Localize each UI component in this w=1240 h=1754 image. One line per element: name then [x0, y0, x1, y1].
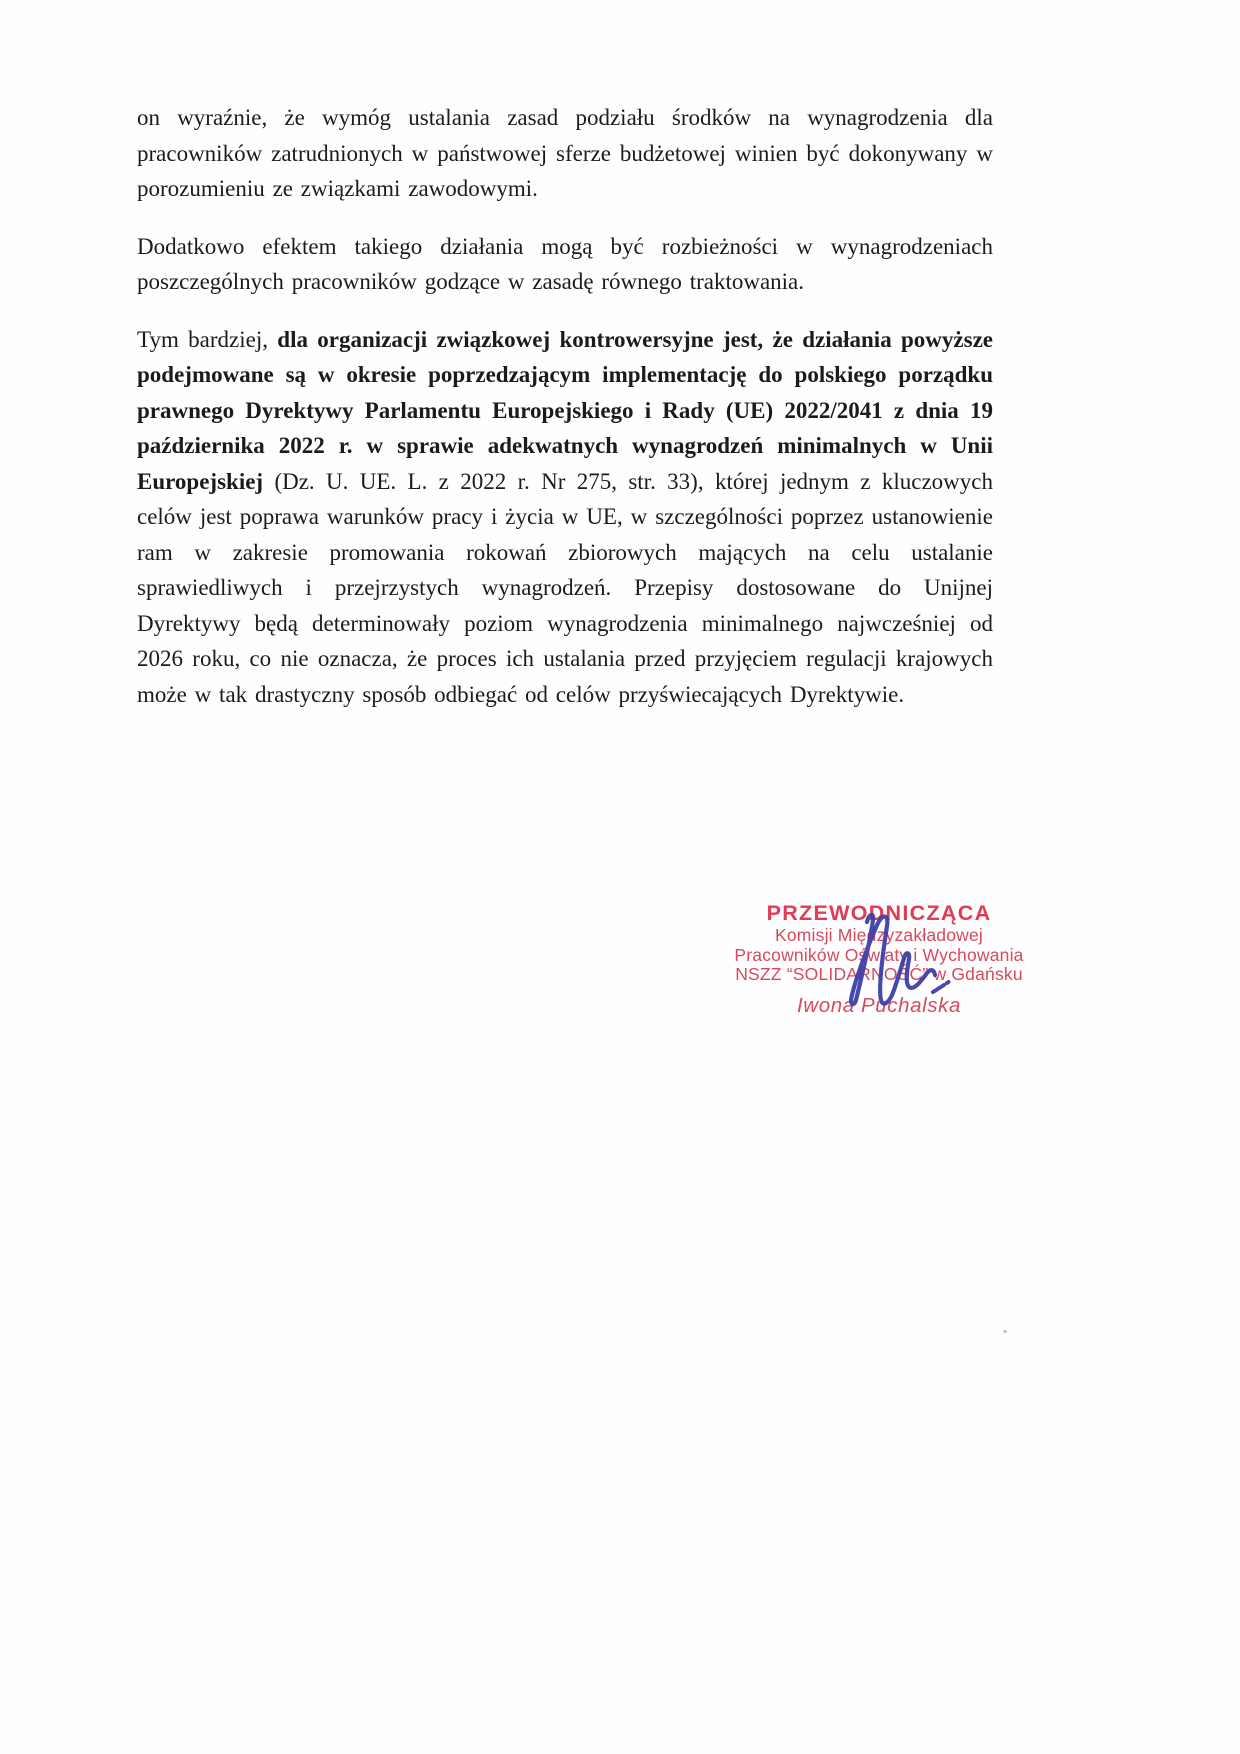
- stamp-union-line: NSZZ “SOLIDARNOŚĆ” w Gdańsku: [735, 964, 1023, 985]
- signature-flourish-dash: [933, 985, 944, 992]
- paragraph-2: Dodatkowo efektem takiego działania mogą być rozbieżności w wynagrodzeniach poszczególnych pracowników godzące w zasadę równego traktowania.: [137, 233, 993, 294]
- paragraph-3-bold: dla organizacji związkowej kontrowersyjne jest, że działania powyższe podejmowane są w okresie poprzedzającym implementację do polskiego porządku prawnego Dyrektywy Parlamentu Europejskiego i Rady (UE) 2022/2041 z dnia 19 października 2022 r. w sprawie adekwatnych wynagrodzeń minimalnych w Unii Europejskiej: [137, 326, 993, 494]
- stamp-title: PRZEWODNICZĄCA: [766, 901, 992, 925]
- paragraph-3: [137, 322, 993, 713]
- paragraph-3-rest: (Dz. U. UE. L. z 2022 r. Nr 275, str. 33), której jednym z kluczowych celów jest poprawa warunków pracy i życia w UE, w szczególności poprzez ustanowienie ram w zakresie promowania rokowań zbiorowych mających na celu ustalanie sprawiedliwych i przejrzystych wynagrodzeń. Przepisy dostosowane do Unijnej Dyrektywy będą determinowały poziom wynagrodzenia minimalnego najwcześniej od 2026 roku, co nie oznacza, że proces ich ustalania przed przyjęciem regulacji krajowych może w tak drastyczny sposób odbiegać od celów przyświecających Dyrektywie.: [137, 468, 993, 707]
- stamp-signer-name: Iwona Puchalska: [797, 993, 961, 1017]
- handwritten-signature: [843, 908, 958, 1016]
- signature-ink-dot: [947, 982, 949, 983]
- paragraph-3-lead: Tym bardziej,: [137, 326, 278, 352]
- stamp-workers-line: Pracowników Oświaty i Wychowania: [734, 944, 1024, 965]
- body-text: [137, 100, 993, 734]
- signature-stroke: [851, 915, 935, 1004]
- paragraph-1: on wyraźnie, że wymóg ustalania zasad podziału środków na wynagrodzenia dla pracowników zatrudnionych w państwowej sferze budżetowej winien być dokonywany w porozumieniu ze związkami zawodowymi.: [137, 105, 993, 201]
- scan-artifact-speck: [1003, 1330, 1007, 1333]
- stamp-committee-line: Komisji Międzyzakładowej: [774, 925, 984, 945]
